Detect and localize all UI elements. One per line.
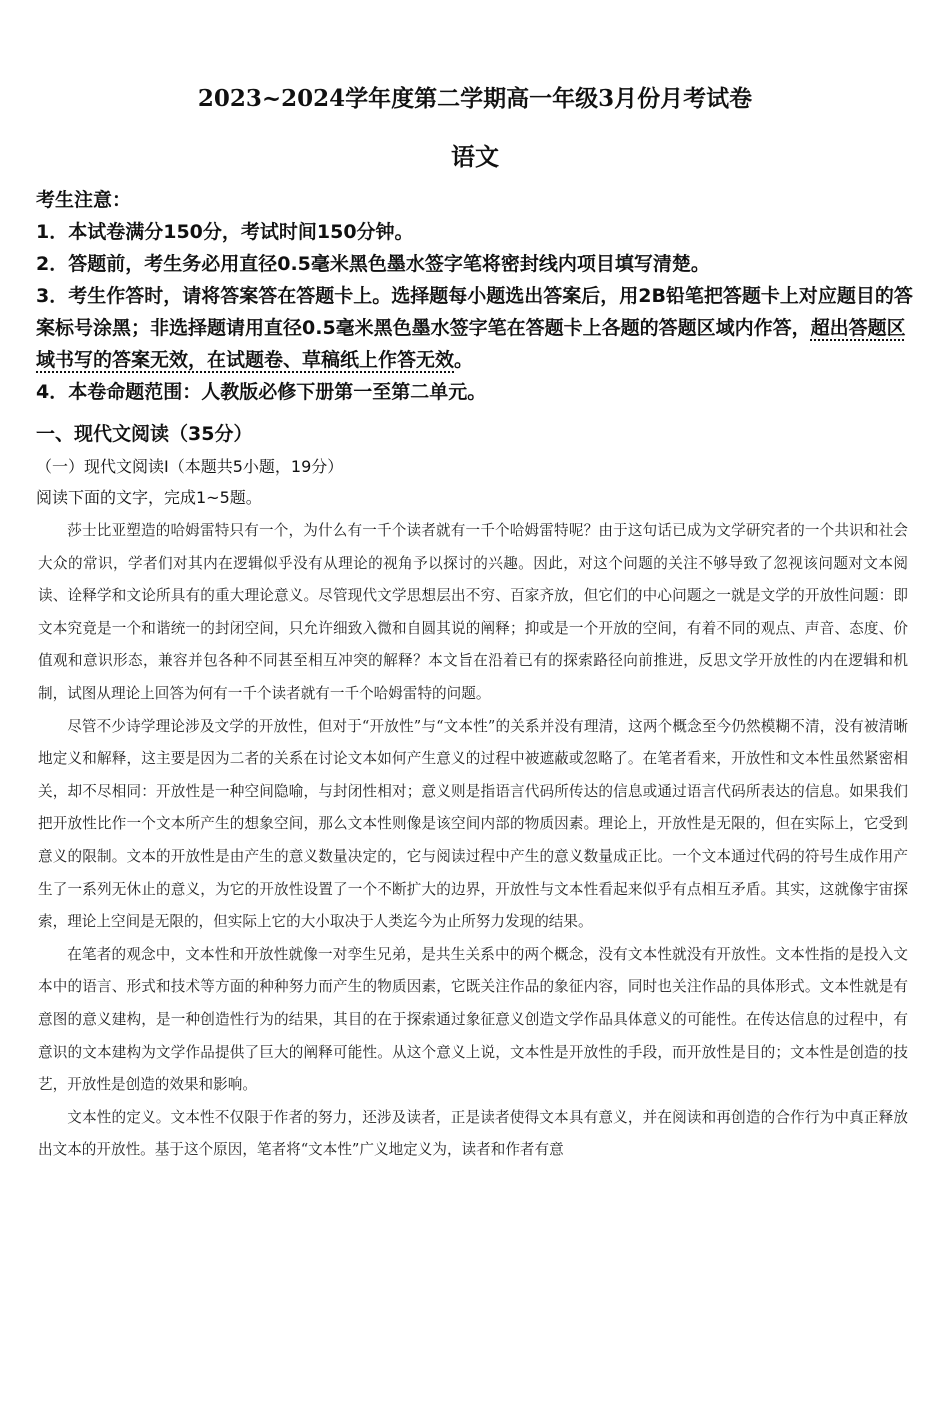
notes-heading: 考生注意： — [36, 189, 132, 211]
passage-paragraph-3: 在笔者的观念中，文本性和开放性就像一对孪生兄弟，是共生关系中的两个概念，没有文本性就没有开放性。文本性指的是投入文本中的语言、形式和技术等方面的种种努力而产生的物质因素，它既关注作品的象征内容，同时也关注作品的具体形式。文本性就是有意图的意义建构，是一种创造性行为的结果，其目的在于探索通过象征意义创造文学作品具体意义的可能性。在传达信息的过程中，有意识的文本建构为文学作品提供了巨大的阐释可能性。从这个意义上说，文本性是开放性的手段，而开放性是目的；文本性是创造的技艺，开放性是创造的效果和影响。 — [38, 945, 908, 1094]
note-item-3-emphasis: 超出答题区域书写的答案无效，在试题卷、草稿纸上作答无效 — [36, 317, 906, 371]
exam-title: 2023~2024学年度第二学期高一年级3月份月考试卷 — [197, 85, 753, 112]
candidate-notes — [36, 184, 916, 408]
note-item-1: 1．本试卷满分150分，考试时间150分钟。 — [36, 221, 414, 243]
passage-paragraph-2: 尽管不少诗学理论涉及文学的开放性，但对于“开放性”与“文本性”的关系并没有理清，这两个概念至今仍然模糊不清，没有被清晰地定义和解释，这主要是因为二者的关系在讨论文本如何产生意义的过程中被遮蔽或忽略了。在笔者看来，开放性和文本性虽然紧密相关，却不尽相同：开放性是一种空间隐喻，与封闭性相对；意义则是指语言代码所传达的信息或通过语言代码所表达的信息。如果我们把开放性比作一个文本所产生的想象空间，那么文本性则像是该空间内部的物质因素。理论上，开放性是无限的，但在实际上，它受到意义的限制。文本的开放性是由产生的意义数量决定的，它与阅读过程中产生的意义数量成正比。一个文本通过代码的符号生成作用产生了一系列无休止的意义，为它的开放性设置了一个不断扩大的边界，开放性与文本性看起来似乎有点相互矛盾。其实，这就像宇宙探索，理论上空间是无限的，但实际上它的大小取决于人类迄今为止所努力发现的结果。 — [38, 717, 908, 931]
reading-instruction: 阅读下面的文字，完成1~5题。 — [36, 488, 262, 507]
note-item-3 — [36, 280, 916, 376]
section-title: 一、现代文阅读（35分） — [36, 423, 253, 445]
passage-paragraph-1: 莎士比亚塑造的哈姆雷特只有一个，为什么有一千个读者就有一千个哈姆雷特呢？由于这句话已成为文学研究者的一个共识和社会大众的常识，学者们对其内在逻辑似乎没有从理论的视角予以探讨的兴趣。因此，对这个问题的关注不够导致了忽视该问题对文本阅读、诠释学和文论所具有的重大理论意义。尽管现代文学思想层出不穷、百家齐放，但它们的中心问题之一就是文学的开放性问题：即文本究竟是一个和谐统一的封闭空间，只允许细致入微和自圆其说的阐释；抑或是一个开放的空间，有着不同的观点、声音、态度、价值观和意识形态，兼容并包各种不同甚至相互冲突的解释？本文旨在沿着已有的探索路径向前推进，反思文学开放性的内在逻辑和机制，试图从理论上回答为何有一千个读者就有一千个哈姆雷特的问题。 — [38, 522, 908, 702]
subsection-title: （一）现代文阅读I（本题共5小题，19分） — [36, 457, 344, 476]
subject-title: 语文 — [451, 142, 499, 171]
note-item-3-text: 3．考生作答时，请将答案答在答题卡上。选择题每小题选出答案后，用2B铅笔把答题卡上对应题目的答案标号涂黑；非选择题请用直径0.5毫米黑色墨水签字笔在答题卡上各题的答题区域内作答， — [36, 285, 913, 339]
note-item-4: 4．本卷命题范围：人教版必修下册第一至第二单元。 — [36, 381, 487, 403]
reading-passage — [38, 515, 908, 1167]
note-item-3-end: 。 — [454, 349, 474, 371]
passage-paragraph-4: 文本性的定义。文本性不仅限于作者的努力，还涉及读者，正是读者使得文本具有意义，并在阅读和再创造的合作行为中真正释放出文本的开放性。基于这个原因，笔者将“文本性”广义地定义为，读者和作者有意 — [38, 1108, 908, 1159]
note-item-2: 2．答题前，考生务必用直径0.5毫米黑色墨水签字笔将密封线内项目填写清楚。 — [36, 253, 710, 275]
